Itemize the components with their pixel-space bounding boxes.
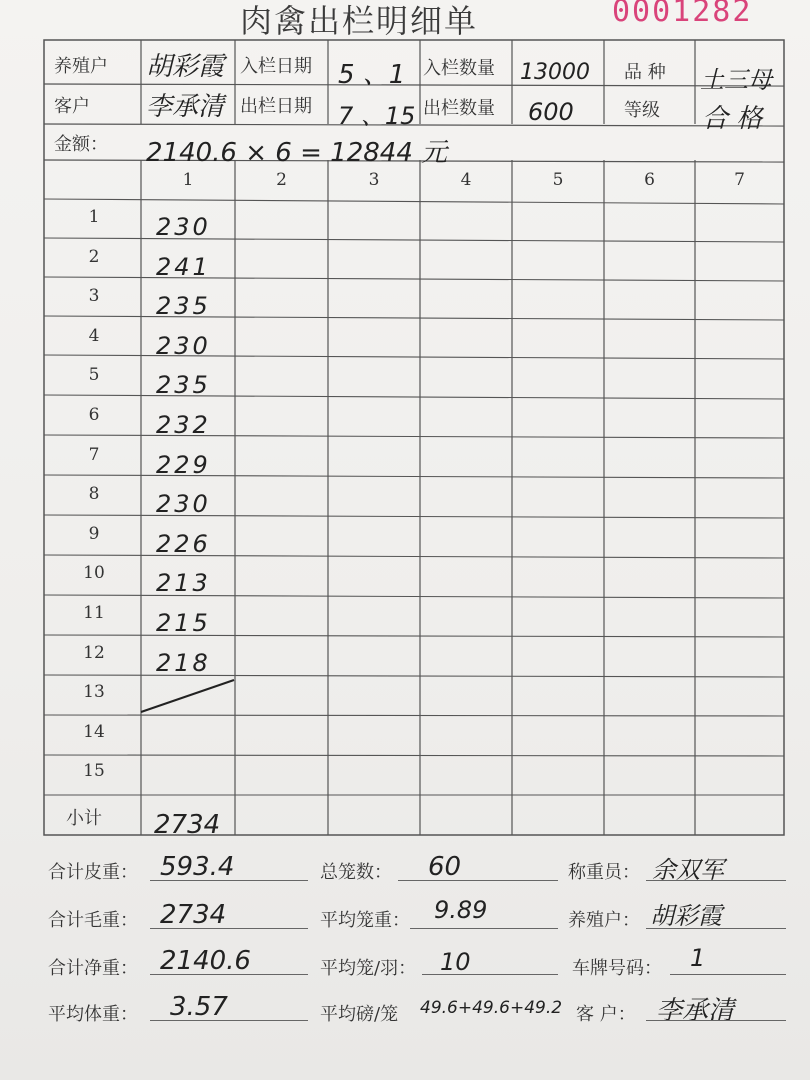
form-title: 肉禽出栏明细单: [240, 2, 479, 40]
plate-value: 1: [690, 944, 706, 972]
avg-cage-value: 9.89: [434, 896, 488, 924]
row-number: 9: [88, 523, 100, 544]
row-number: 11: [83, 603, 105, 623]
plate-underline: [670, 974, 786, 975]
net-value: 2140.6: [160, 946, 251, 976]
row-value: 235: [156, 292, 211, 321]
serial-number: 0001282: [612, 0, 753, 29]
row-value: 232: [156, 411, 211, 439]
row-value: 241: [156, 252, 211, 281]
row-value: 213: [156, 569, 211, 598]
avg-weight-label: 平均体重：: [48, 1004, 138, 1025]
cages-label: 总笼数：: [320, 862, 392, 883]
in-qty-value: 13000: [520, 60, 590, 85]
row-number: 14: [83, 721, 105, 742]
row-number: 5: [88, 365, 100, 386]
farmer2-label: 养殖户：: [568, 910, 640, 931]
gross-label: 合计毛重：: [48, 910, 138, 931]
row-value: 229: [156, 450, 211, 479]
plate-label: 车牌号码：: [572, 958, 662, 979]
column-header: 5: [552, 170, 564, 190]
row-value: 215: [156, 609, 211, 637]
breed-label: 品 种: [624, 62, 666, 83]
customer2-label: 客 户：: [576, 1004, 636, 1025]
net-label: 合计净重：: [48, 958, 138, 979]
column-header: 3: [368, 170, 380, 190]
tare-value: 593.4: [160, 852, 235, 882]
column-header: 6: [644, 170, 655, 190]
row-number: 4: [88, 325, 100, 346]
weigher-underline: [646, 880, 786, 881]
row-number: 13: [83, 682, 105, 703]
in-date-value: 5 、1: [338, 60, 406, 90]
row-number: 10: [83, 563, 105, 584]
row-value: 226: [156, 529, 211, 558]
weigher-value: 余双军: [652, 856, 724, 884]
grade-label: 等级: [624, 100, 660, 121]
customer2-value: 李承清: [656, 996, 735, 1026]
row-number: 15: [83, 761, 105, 782]
per-cage-label: 平均笼/羽：: [320, 958, 417, 979]
amount-label: 金额：: [54, 134, 108, 155]
cages-value: 60: [428, 852, 462, 882]
cages-underline: [398, 880, 558, 881]
out-date-label: 出栏日期: [240, 96, 312, 117]
out-qty-label: 出栏数量: [423, 98, 495, 119]
per-cage-underline: [422, 974, 558, 975]
row-number: 8: [88, 484, 100, 505]
avg-cage-label: 平均笼重：: [320, 910, 410, 931]
subtotal-value: 2734: [154, 810, 221, 840]
avg-cage-underline: [410, 928, 558, 929]
customer-value: 李承清: [146, 92, 225, 122]
in-date-label: 入栏日期: [240, 56, 312, 77]
cancel-slash: [141, 680, 234, 712]
per-cage-value: 10: [440, 948, 471, 976]
tare-underline: [150, 880, 308, 881]
customer2-underline: [646, 1020, 786, 1021]
column-header: 1: [182, 170, 194, 190]
gross-value: 2734: [160, 900, 227, 930]
weigher-label: 称重员：: [568, 862, 640, 883]
row-number: 3: [88, 286, 100, 307]
row-value: 218: [156, 648, 211, 677]
column-header: 4: [460, 170, 472, 190]
out-date-value: 7 、15: [338, 102, 416, 130]
gross-underline: [150, 928, 308, 929]
farmer-label: 养殖户: [54, 56, 108, 77]
avg-pound-value: 49.6+49.6+49.2: [420, 998, 563, 1018]
amount-value: 2140.6 × 6 = 12844 元: [146, 138, 448, 168]
row-value: 230: [156, 490, 211, 519]
avg-pound-label: 平均磅/笼: [320, 1004, 399, 1025]
out-qty-value: 600: [528, 98, 574, 126]
row-value: 230: [156, 331, 211, 360]
row-value: 230: [156, 213, 211, 241]
column-header: 7: [734, 170, 745, 190]
avg-weight-value: 3.57: [170, 992, 228, 1022]
farmer2-underline: [646, 928, 786, 929]
net-underline: [150, 974, 308, 975]
row-number: 6: [88, 405, 100, 425]
row-number: 7: [88, 444, 100, 465]
row-number: 12: [83, 642, 105, 663]
row-number: 1: [88, 207, 100, 227]
in-qty-label: 入栏数量: [423, 58, 495, 79]
avg-weight-underline: [150, 1020, 308, 1021]
farmer-value: 胡彩霞: [146, 52, 225, 82]
tare-label: 合计皮重：: [48, 862, 138, 883]
subtotal-label: 小计: [66, 808, 102, 829]
row-number: 2: [88, 246, 100, 267]
farmer2-value: 胡彩霞: [650, 902, 722, 930]
breed-value: 土三母: [700, 66, 772, 94]
customer-label: 客户: [54, 96, 90, 117]
row-value: 235: [156, 371, 211, 400]
column-header: 2: [276, 170, 287, 190]
grade-value: 合 格: [702, 104, 763, 134]
